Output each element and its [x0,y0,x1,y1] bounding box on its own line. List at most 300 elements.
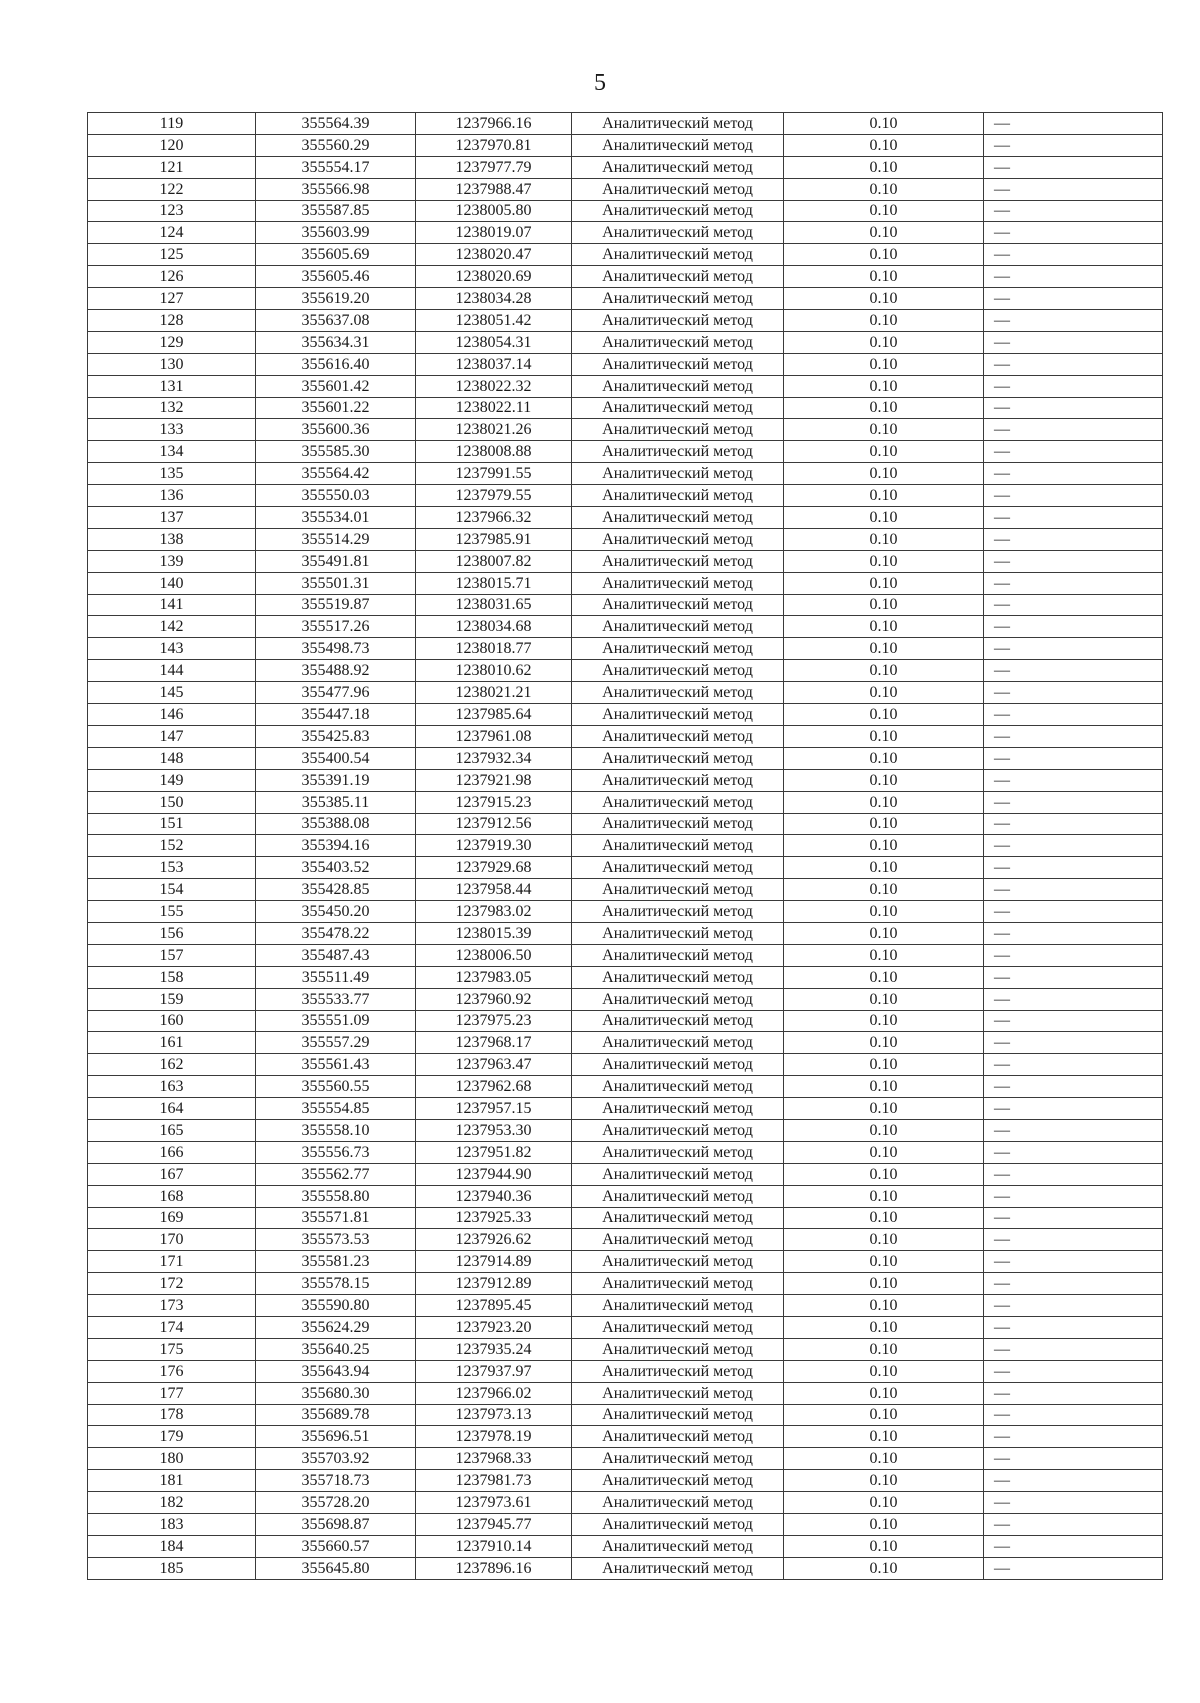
note-cell: — [984,419,1163,441]
method-cell: Аналитический метод [572,485,784,507]
coordinate-y-cell: 1238010.62 [416,660,572,682]
point-number-cell: 175 [88,1338,256,1360]
coordinate-y-cell: 1237977.79 [416,156,572,178]
accuracy-cell: 0.10 [784,1426,984,1448]
coordinate-y-cell: 1237944.90 [416,1163,572,1185]
coordinate-y-cell: 1238031.65 [416,594,572,616]
note-cell: — [984,1535,1163,1557]
point-number-cell: 163 [88,1076,256,1098]
table-row [88,1076,1163,1098]
table-row [88,725,1163,747]
point-number-cell: 167 [88,1163,256,1185]
table-row [88,1119,1163,1141]
coordinate-x-cell: 355558.10 [256,1119,416,1141]
accuracy-cell: 0.10 [784,572,984,594]
note-cell: — [984,463,1163,485]
point-number-cell: 181 [88,1470,256,1492]
coordinate-x-cell: 355643.94 [256,1360,416,1382]
note-cell: — [984,1295,1163,1317]
point-number-cell: 169 [88,1207,256,1229]
coordinate-y-cell: 1237981.73 [416,1470,572,1492]
point-number-cell: 185 [88,1557,256,1579]
table-row [88,682,1163,704]
table-row [88,550,1163,572]
method-cell: Аналитический метод [572,857,784,879]
coordinate-x-cell: 355450.20 [256,901,416,923]
accuracy-cell: 0.10 [784,310,984,332]
note-cell: — [984,1207,1163,1229]
method-cell: Аналитический метод [572,1492,784,1514]
table-row [88,835,1163,857]
coordinate-x-cell: 355554.17 [256,156,416,178]
coordinate-y-cell: 1237951.82 [416,1141,572,1163]
accuracy-cell: 0.10 [784,682,984,704]
coordinate-y-cell: 1237957.15 [416,1098,572,1120]
coordinate-y-cell: 1237919.30 [416,835,572,857]
coordinate-y-cell: 1237985.91 [416,528,572,550]
table-row [88,747,1163,769]
accuracy-cell: 0.10 [784,1054,984,1076]
table-row [88,178,1163,200]
note-cell: — [984,244,1163,266]
accuracy-cell: 0.10 [784,266,984,288]
point-number-cell: 166 [88,1141,256,1163]
note-cell: — [984,835,1163,857]
coordinate-y-cell: 1237895.45 [416,1295,572,1317]
method-cell: Аналитический метод [572,660,784,682]
accuracy-cell: 0.10 [784,769,984,791]
note-cell: — [984,704,1163,726]
coordinate-x-cell: 355562.77 [256,1163,416,1185]
accuracy-cell: 0.10 [784,901,984,923]
coordinate-y-cell: 1237935.24 [416,1338,572,1360]
point-number-cell: 151 [88,813,256,835]
note-cell: — [984,485,1163,507]
method-cell: Аналитический метод [572,791,784,813]
point-number-cell: 122 [88,178,256,200]
table-row [88,156,1163,178]
table-row [88,419,1163,441]
coordinate-x-cell: 355680.30 [256,1382,416,1404]
coordinate-x-cell: 355551.09 [256,1010,416,1032]
table-row [88,1185,1163,1207]
accuracy-cell: 0.10 [784,922,984,944]
note-cell: — [984,1492,1163,1514]
note-cell: — [984,1557,1163,1579]
method-cell: Аналитический метод [572,441,784,463]
point-number-cell: 182 [88,1492,256,1514]
coordinate-y-cell: 1238015.71 [416,572,572,594]
accuracy-cell: 0.10 [784,594,984,616]
coordinate-x-cell: 355514.29 [256,528,416,550]
point-number-cell: 130 [88,353,256,375]
accuracy-cell: 0.10 [784,1119,984,1141]
note-cell: — [984,156,1163,178]
coordinate-y-cell: 1237912.56 [416,813,572,835]
accuracy-cell: 0.10 [784,1098,984,1120]
coordinate-x-cell: 355645.80 [256,1557,416,1579]
method-cell: Аналитический метод [572,419,784,441]
accuracy-cell: 0.10 [784,879,984,901]
point-number-cell: 134 [88,441,256,463]
point-number-cell: 173 [88,1295,256,1317]
method-cell: Аналитический метод [572,1098,784,1120]
accuracy-cell: 0.10 [784,485,984,507]
table-row [88,1360,1163,1382]
coordinate-y-cell: 1237932.34 [416,747,572,769]
point-number-cell: 127 [88,288,256,310]
method-cell: Аналитический метод [572,463,784,485]
accuracy-cell: 0.10 [784,156,984,178]
point-number-cell: 157 [88,944,256,966]
note-cell: — [984,922,1163,944]
accuracy-cell: 0.10 [784,528,984,550]
coordinate-x-cell: 355564.39 [256,113,416,135]
note-cell: — [984,1251,1163,1273]
accuracy-cell: 0.10 [784,1295,984,1317]
coordinate-x-cell: 355600.36 [256,419,416,441]
point-number-cell: 123 [88,200,256,222]
coordinate-x-cell: 355533.77 [256,988,416,1010]
method-cell: Аналитический метод [572,222,784,244]
coordinate-y-cell: 1237968.17 [416,1032,572,1054]
coordinate-y-cell: 1237978.19 [416,1426,572,1448]
point-number-cell: 132 [88,397,256,419]
note-cell: — [984,660,1163,682]
coordinate-y-cell: 1238008.88 [416,441,572,463]
table-row [88,485,1163,507]
point-number-cell: 172 [88,1273,256,1295]
accuracy-cell: 0.10 [784,178,984,200]
accuracy-cell: 0.10 [784,1448,984,1470]
point-number-cell: 153 [88,857,256,879]
coordinate-y-cell: 1238021.21 [416,682,572,704]
table-row [88,1032,1163,1054]
coordinate-x-cell: 355564.42 [256,463,416,485]
method-cell: Аналитический метод [572,922,784,944]
note-cell: — [984,1010,1163,1032]
method-cell: Аналитический метод [572,988,784,1010]
table-row [88,572,1163,594]
coordinate-y-cell: 1238020.47 [416,244,572,266]
coordinate-x-cell: 355554.85 [256,1098,416,1120]
table-row [88,1448,1163,1470]
coordinate-x-cell: 355447.18 [256,704,416,726]
coordinate-x-cell: 355590.80 [256,1295,416,1317]
note-cell: — [984,1098,1163,1120]
point-number-cell: 142 [88,616,256,638]
coordinate-x-cell: 355689.78 [256,1404,416,1426]
accuracy-cell: 0.10 [784,463,984,485]
coordinate-x-cell: 355601.42 [256,375,416,397]
point-number-cell: 155 [88,901,256,923]
coordinate-x-cell: 355550.03 [256,485,416,507]
accuracy-cell: 0.10 [784,1229,984,1251]
accuracy-cell: 0.10 [784,419,984,441]
method-cell: Аналитический метод [572,200,784,222]
table-row [88,791,1163,813]
coordinate-y-cell: 1237910.14 [416,1535,572,1557]
point-number-cell: 141 [88,594,256,616]
accuracy-cell: 0.10 [784,1185,984,1207]
note-cell: — [984,266,1163,288]
note-cell: — [984,397,1163,419]
table-row [88,638,1163,660]
note-cell: — [984,1448,1163,1470]
coordinate-y-cell: 1237968.33 [416,1448,572,1470]
coordinate-y-cell: 1237966.16 [416,113,572,135]
accuracy-cell: 0.10 [784,1404,984,1426]
point-number-cell: 158 [88,966,256,988]
method-cell: Аналитический метод [572,353,784,375]
accuracy-cell: 0.10 [784,441,984,463]
point-number-cell: 128 [88,310,256,332]
table-row [88,1251,1163,1273]
note-cell: — [984,528,1163,550]
coordinate-y-cell: 1238021.26 [416,419,572,441]
method-cell: Аналитический метод [572,1076,784,1098]
coordinate-y-cell: 1237979.55 [416,485,572,507]
point-number-cell: 152 [88,835,256,857]
coordinate-x-cell: 355578.15 [256,1273,416,1295]
point-number-cell: 137 [88,507,256,529]
accuracy-cell: 0.10 [784,1492,984,1514]
note-cell: — [984,594,1163,616]
coordinate-x-cell: 355400.54 [256,747,416,769]
coordinates-table [87,112,1163,1580]
accuracy-cell: 0.10 [784,944,984,966]
accuracy-cell: 0.10 [784,1514,984,1536]
point-number-cell: 144 [88,660,256,682]
coordinate-y-cell: 1238034.68 [416,616,572,638]
table-row [88,1098,1163,1120]
coordinate-y-cell: 1238020.69 [416,266,572,288]
accuracy-cell: 0.10 [784,988,984,1010]
coordinate-x-cell: 355501.31 [256,572,416,594]
accuracy-cell: 0.10 [784,638,984,660]
accuracy-cell: 0.10 [784,791,984,813]
method-cell: Аналитический метод [572,1032,784,1054]
method-cell: Аналитический метод [572,266,784,288]
point-number-cell: 131 [88,375,256,397]
table-row [88,222,1163,244]
coordinate-y-cell: 1237912.89 [416,1273,572,1295]
note-cell: — [984,988,1163,1010]
accuracy-cell: 0.10 [784,725,984,747]
coordinate-x-cell: 355616.40 [256,353,416,375]
table-row [88,1382,1163,1404]
table-row [88,966,1163,988]
note-cell: — [984,769,1163,791]
coordinate-y-cell: 1237973.13 [416,1404,572,1426]
coordinate-x-cell: 355566.98 [256,178,416,200]
method-cell: Аналитический метод [572,1010,784,1032]
point-number-cell: 160 [88,1010,256,1032]
accuracy-cell: 0.10 [784,1338,984,1360]
method-cell: Аналитический метод [572,747,784,769]
note-cell: — [984,682,1163,704]
point-number-cell: 184 [88,1535,256,1557]
note-cell: — [984,1119,1163,1141]
coordinate-y-cell: 1237962.68 [416,1076,572,1098]
coordinate-y-cell: 1237966.32 [416,507,572,529]
note-cell: — [984,747,1163,769]
table-row [88,244,1163,266]
table-row [88,1229,1163,1251]
note-cell: — [984,857,1163,879]
point-number-cell: 171 [88,1251,256,1273]
accuracy-cell: 0.10 [784,507,984,529]
note-cell: — [984,1273,1163,1295]
method-cell: Аналитический метод [572,1514,784,1536]
note-cell: — [984,1382,1163,1404]
table-row [88,901,1163,923]
coordinate-y-cell: 1237958.44 [416,879,572,901]
accuracy-cell: 0.10 [784,353,984,375]
coordinate-y-cell: 1237983.05 [416,966,572,988]
table-row [88,1010,1163,1032]
method-cell: Аналитический метод [572,1382,784,1404]
note-cell: — [984,134,1163,156]
point-number-cell: 174 [88,1316,256,1338]
coordinate-y-cell: 1237975.23 [416,1010,572,1032]
coordinate-x-cell: 355581.23 [256,1251,416,1273]
coordinate-y-cell: 1238037.14 [416,353,572,375]
table-row [88,331,1163,353]
point-number-cell: 146 [88,704,256,726]
coordinate-y-cell: 1238051.42 [416,310,572,332]
table-row [88,1295,1163,1317]
table-row [88,813,1163,835]
coordinate-x-cell: 355511.49 [256,966,416,988]
note-cell: — [984,1054,1163,1076]
method-cell: Аналитический метод [572,1207,784,1229]
accuracy-cell: 0.10 [784,813,984,835]
coordinate-y-cell: 1237926.62 [416,1229,572,1251]
point-number-cell: 126 [88,266,256,288]
method-cell: Аналитический метод [572,813,784,835]
table-row [88,1492,1163,1514]
point-number-cell: 148 [88,747,256,769]
method-cell: Аналитический метод [572,134,784,156]
point-number-cell: 129 [88,331,256,353]
table-row [88,113,1163,135]
point-number-cell: 140 [88,572,256,594]
point-number-cell: 176 [88,1360,256,1382]
coordinate-y-cell: 1237937.97 [416,1360,572,1382]
note-cell: — [984,1185,1163,1207]
coordinate-x-cell: 355428.85 [256,879,416,901]
method-cell: Аналитический метод [572,966,784,988]
coordinate-x-cell: 355560.29 [256,134,416,156]
coordinate-y-cell: 1237925.33 [416,1207,572,1229]
coordinate-y-cell: 1238007.82 [416,550,572,572]
coordinate-x-cell: 355556.73 [256,1141,416,1163]
coordinate-y-cell: 1238015.39 [416,922,572,944]
coordinate-x-cell: 355425.83 [256,725,416,747]
accuracy-cell: 0.10 [784,704,984,726]
note-cell: — [984,331,1163,353]
table-row [88,1470,1163,1492]
point-number-cell: 168 [88,1185,256,1207]
point-number-cell: 125 [88,244,256,266]
table-row [88,944,1163,966]
method-cell: Аналитический метод [572,244,784,266]
accuracy-cell: 0.10 [784,375,984,397]
method-cell: Аналитический метод [572,725,784,747]
coordinate-x-cell: 355534.01 [256,507,416,529]
point-number-cell: 139 [88,550,256,572]
accuracy-cell: 0.10 [784,1076,984,1098]
table-row [88,857,1163,879]
point-number-cell: 119 [88,113,256,135]
point-number-cell: 179 [88,1426,256,1448]
accuracy-cell: 0.10 [784,134,984,156]
point-number-cell: 180 [88,1448,256,1470]
note-cell: — [984,288,1163,310]
coordinate-y-cell: 1238022.11 [416,397,572,419]
coordinate-y-cell: 1237983.02 [416,901,572,923]
method-cell: Аналитический метод [572,1426,784,1448]
point-number-cell: 159 [88,988,256,1010]
method-cell: Аналитический метод [572,1054,784,1076]
method-cell: Аналитический метод [572,1273,784,1295]
note-cell: — [984,222,1163,244]
method-cell: Аналитический метод [572,1470,784,1492]
point-number-cell: 133 [88,419,256,441]
accuracy-cell: 0.10 [784,1360,984,1382]
table-row [88,1426,1163,1448]
table-row [88,594,1163,616]
point-number-cell: 120 [88,134,256,156]
note-cell: — [984,200,1163,222]
accuracy-cell: 0.10 [784,1470,984,1492]
note-cell: — [984,725,1163,747]
point-number-cell: 183 [88,1514,256,1536]
coordinate-y-cell: 1237988.47 [416,178,572,200]
table-row [88,266,1163,288]
coordinate-x-cell: 355477.96 [256,682,416,704]
accuracy-cell: 0.10 [784,244,984,266]
note-cell: — [984,616,1163,638]
table-row [88,660,1163,682]
table-row [88,1316,1163,1338]
note-cell: — [984,638,1163,660]
coordinate-x-cell: 355487.43 [256,944,416,966]
coordinate-x-cell: 355519.87 [256,594,416,616]
coordinate-x-cell: 355728.20 [256,1492,416,1514]
method-cell: Аналитический метод [572,156,784,178]
note-cell: — [984,113,1163,135]
coordinate-x-cell: 355385.11 [256,791,416,813]
coordinate-x-cell: 355601.22 [256,397,416,419]
method-cell: Аналитический метод [572,288,784,310]
note-cell: — [984,1229,1163,1251]
coordinate-y-cell: 1238019.07 [416,222,572,244]
coordinate-x-cell: 355517.26 [256,616,416,638]
method-cell: Аналитический метод [572,375,784,397]
table-row [88,1163,1163,1185]
method-cell: Аналитический метод [572,1163,784,1185]
coordinate-x-cell: 355391.19 [256,769,416,791]
table-row [88,528,1163,550]
coordinate-y-cell: 1237921.98 [416,769,572,791]
coordinate-y-cell: 1237914.89 [416,1251,572,1273]
accuracy-cell: 0.10 [784,1557,984,1579]
coordinate-y-cell: 1238018.77 [416,638,572,660]
table-row [88,988,1163,1010]
table-row [88,1141,1163,1163]
